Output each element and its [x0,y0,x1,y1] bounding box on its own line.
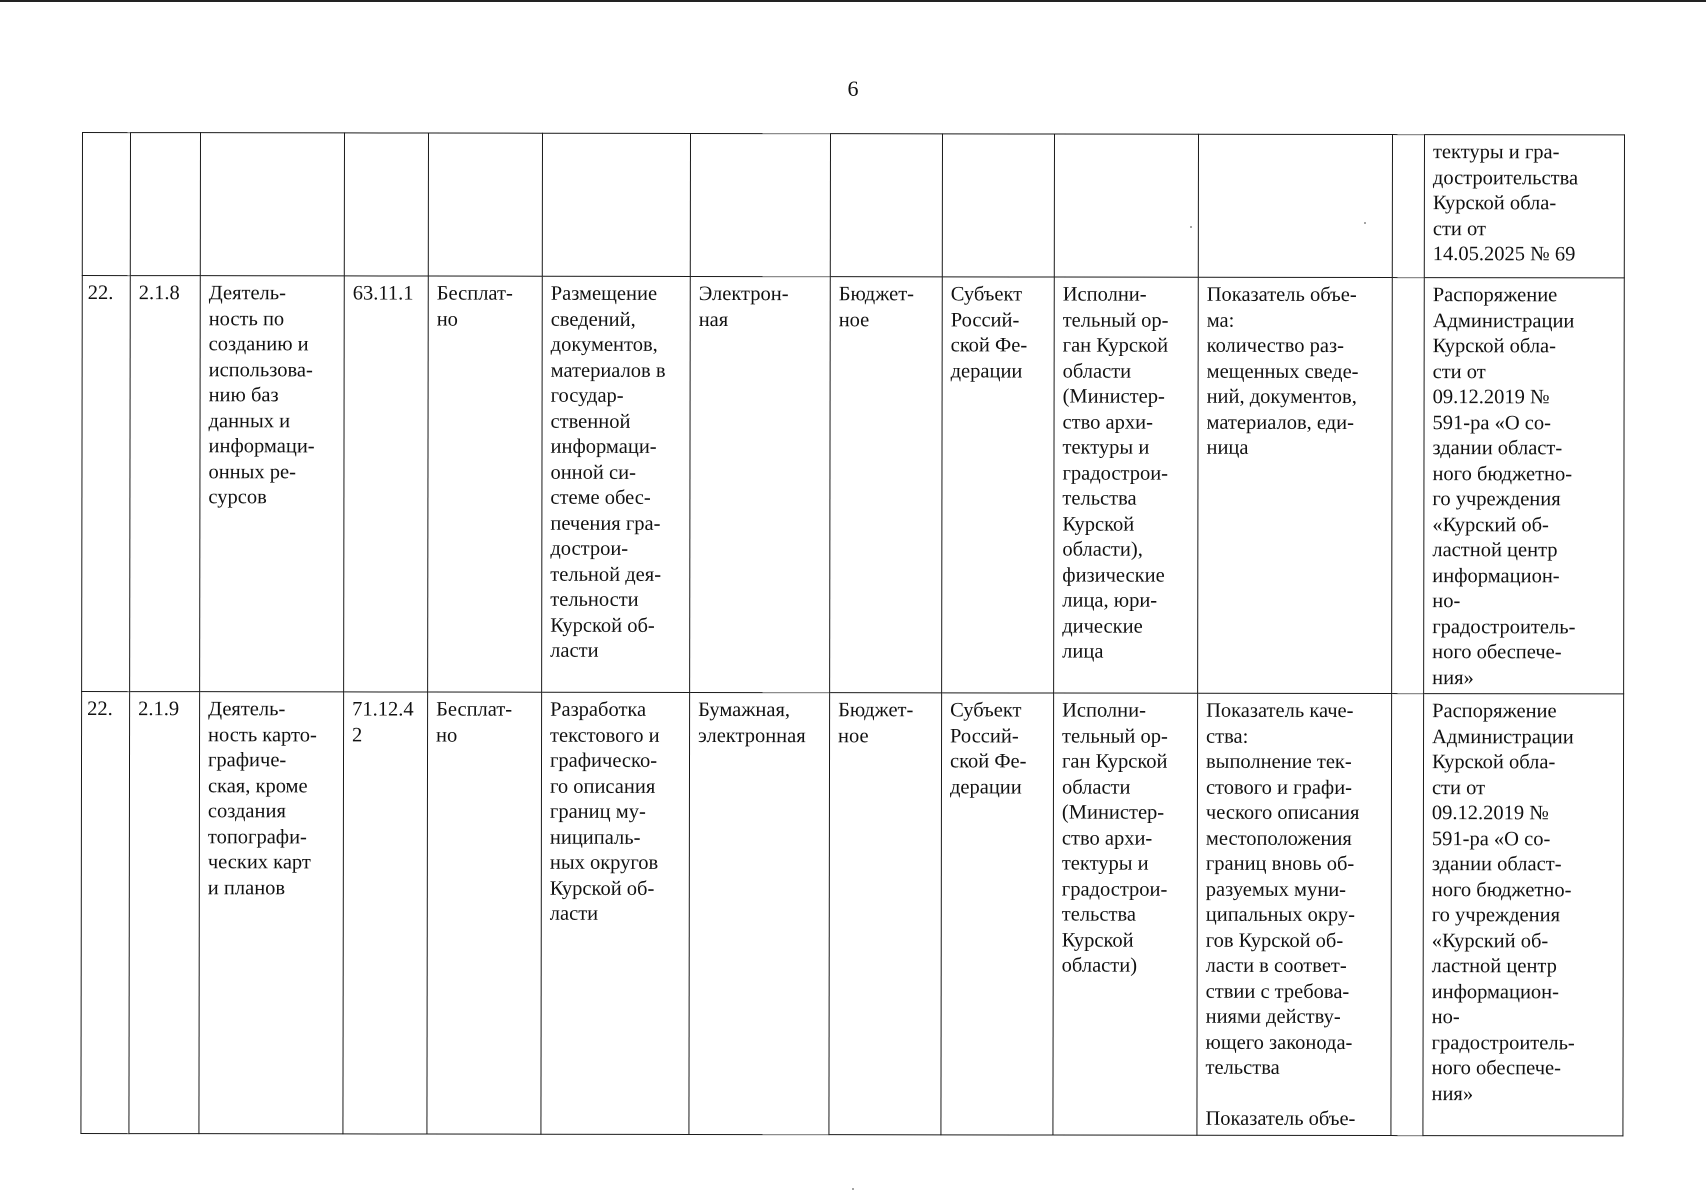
cell-code [130,133,200,276]
services-table [80,132,1625,1136]
cell-service: Разработка текстового и графическо- го описания границ му- ниципаль- ных округов Курской об- ласти [541,692,690,1134]
cell-activity: Деятель- ность карто- графиче- ская, кроме создания топографи- ческих карт и планов [199,692,344,1134]
cell-institution-type: Бюджет- ное [830,277,943,693]
table-row-continuation [82,133,1624,278]
cell-activity: Деятель- ность по созданию и использова- нию баз данных и информаци- онных ре- сурсов [200,276,345,692]
cell-no: 22. [81,692,130,1134]
cell-form [690,133,830,276]
cell-okved [344,133,428,276]
cell-form: Бумажная, электронная [689,692,830,1134]
table-row [82,276,1625,694]
scan-speck [1364,222,1366,224]
cell-okved: 71.12.4 2 [343,692,428,1134]
cell-indicator [1198,134,1392,277]
cell-payment: Бесплат- но [428,276,543,692]
cell-indicator: Показатель каче- ства: выполнение тек- стового и графи- ческого описания местоположения границ вновь об- разуемых муни- ципальных окру- гов Курской об- ласти в соответ- ствии с требова- ниями действу- ющего законода- тельства Показатель объе- [1197,693,1392,1135]
cell-payment [428,133,542,276]
cell-form: Электрон- ная [690,276,831,692]
cell-service [542,133,690,276]
scan-speck [1190,226,1192,228]
cell-organ: Исполни- тельный ор- ган Курской области (Министер- ство архи- тектуры и градострои- тельства Курской области) [1053,693,1198,1135]
cell-act: Распоряжение Администрации Курской обла- сти от 09.12.2019 № 591-ра «О со- здании област- ного бюджетно- го учреждения «Курский об- ластной центр информацион- но- градостроитель- ного обеспече- ния» [1423,694,1624,1136]
cell-service: Размещение сведений, документов, материалов в государ- ственной информаци- онной си- стеме обес- печения гра- дострои- тельной дея- тельности Курской об- ласти [542,276,691,692]
cell-code: 2.1.9 [129,692,200,1134]
cell-institution-type [830,134,942,277]
cell-institution-type: Бюджет- ное [829,693,942,1135]
cell-act: тектуры и гра- достроительства Курской обла- сти от 14.05.2025 № 69 [1424,135,1624,278]
cell-no: 22. [82,276,131,692]
cell-level [942,134,1054,277]
cell-level: Субъект Россий- ской Фе- дерации [942,277,1055,693]
cell-no [82,133,130,276]
cell-act: Распоряжение Администрации Курской обла- сти от 09.12.2019 № 591-ра «О со- здании област- ного бюджетно- го учреждения «Курский об- ластной центр информацион- но- градостроитель- ного обеспече- ния» [1424,278,1625,694]
cell-indicator: Показатель объе- ма: количество раз- мещенных сведе- ний, документов, материалов, еди- ница [1198,277,1393,693]
cell-empty [1392,135,1424,278]
cell-activity [200,133,344,276]
cell-okved: 63.11.1 [344,276,429,692]
cell-organ [1054,134,1198,277]
cell-payment: Бесплат- но [427,692,542,1134]
cell-empty [1391,694,1424,1136]
page-number: 6 [847,76,859,101]
cell-empty [1392,278,1425,694]
cell-level: Субъект Россий- ской Фе- дерации [941,693,1054,1135]
table-row [81,692,1624,1136]
cell-code: 2.1.8 [130,276,201,692]
scan-top-edge [0,0,1706,2]
cell-organ: Исполни- тельный ор- ган Курской области (Министер- ство архи- тектуры и градострои- тельства Курской области), физические лица, юри- дические лица [1054,277,1199,693]
scan-speck [852,1188,854,1190]
